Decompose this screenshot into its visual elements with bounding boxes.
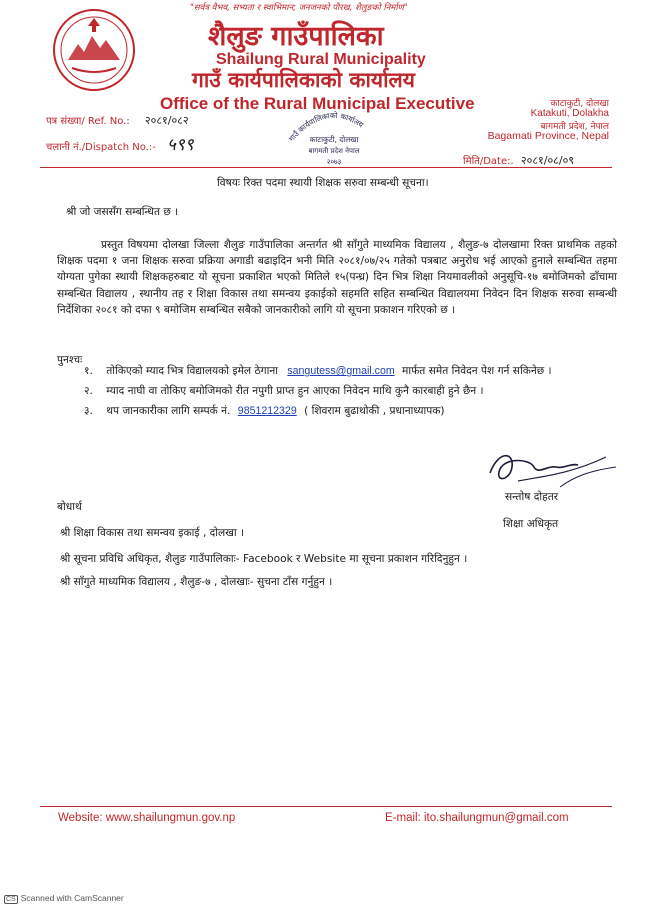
ref-label: पत्र संख्या/ Ref. No.:	[46, 116, 130, 127]
cc-line: श्री सूचना प्रविधि अधिकृत, शैलुङ गाउँपालिकाः- Facebook र Website मा सूचना प्रकाशन गरिदिनुहुन ।	[60, 553, 468, 565]
address-english-line1: Katakuti, Dolakha	[530, 108, 609, 119]
date-value: २०८१/०८/०९	[520, 154, 575, 167]
municipality-logo	[52, 8, 136, 92]
footer-website[interactable]: Website: www.shailungmun.gov.np	[58, 812, 236, 824]
list-item	[84, 384, 484, 398]
cc-heading: बोधार्थ	[57, 501, 82, 513]
camscanner-icon: CS	[6, 896, 16, 903]
list-item-text: मार्फत समेत निवेदन पेश गर्न सकिनेछ ।	[402, 365, 552, 377]
ref-value: २०८१/०८२	[144, 114, 189, 127]
office-name-english: Office of the Rural Municipal Executive	[160, 94, 475, 113]
list-item	[84, 364, 552, 378]
list-item-number: ३.	[84, 405, 93, 417]
list-item-text: ( शिवराम बुढाथोकी , प्रधानाध्यापक)	[304, 405, 445, 417]
list-item-number: १.	[84, 365, 93, 377]
cc-line: श्री शिक्षा विकास तथा समन्वय इकाई , दोलखा ।	[60, 527, 245, 539]
dispatch-value: ५९९	[167, 135, 194, 155]
list-item-number: २.	[84, 385, 93, 397]
postscript-label: पुनश्चः	[57, 354, 83, 366]
municipality-name-english: Shailung Rural Municipality	[216, 51, 426, 68]
letter-subject: विषयः रिक्त पदमा स्थायी शिक्षक सरुवा सम्बन्धी सूचना।	[217, 177, 429, 189]
address-nepali-line2: बागमती प्रदेश, नेपाल	[540, 122, 609, 132]
dispatch-row	[46, 132, 194, 155]
scanner-watermark	[4, 893, 124, 904]
letter-body: प्रस्तुत विषयमा दोलखा जिल्ला शैलुङ गाउँपालिका अन्तर्गत श्री साँगुते माध्यमिक विद्यालय , शैलुङ-७ दोलखामा रिक्त प्राथमिक तहको शिक्षक पदमा १ जना शिक्षक सरुवा प्रक्रिया अगाडी बढाइदिन भनी मिति २०८१/०७/२५ गतेको पत्रबाट अनुरोध भई आएको हुनाले सम्बन्धित तहमा योग्यता पुगेका स्थायी शिक्षकहरुबाट यो सूचना प्रकाशित भएको मितिले १५(पन्ध्र) दिन भित्र शिक्षा नियमावलीको अनुसूचि-१७ बमोजिमको ढाँचामा सम्बन्धित विद्यालय , स्थानीय तह र शिक्षा विकास तथा समन्वय इकाईको सहमति सहित सम्बन्धित विद्यालयमा निवेदन दिन शिक्षक सरुवा सम्बन्धी निर्देशिका २०८१ को दफा ९ बमोजिम सम्बन्धित सबैको जानकारीको लागि यो सूचना प्रकाशन गरिएको छ ।	[57, 239, 617, 316]
stamp-line2: बागमती प्रदेश नेपाल	[308, 147, 360, 155]
date-label: मिति/Date:.	[463, 156, 514, 167]
municipality-name-nepali: शैलुङ गाउँपालिका	[208, 21, 384, 52]
dispatch-label: चलानी नं./Dispatch No.:-	[46, 142, 156, 153]
letter-salutation: श्री जो जससँग सम्बन्धित छ ।	[66, 206, 179, 218]
header-divider	[40, 167, 612, 168]
signatory-name: सन्तोष दोहतर	[505, 491, 559, 503]
office-stamp	[286, 98, 382, 170]
address-english-line2: Bagamati Province, Nepal	[487, 130, 609, 142]
list-item	[84, 404, 445, 418]
address-nepali-line1: काटाकुटी, दोलखा	[550, 99, 609, 109]
stamp-arc-text: गाउँ कार्यपालिकाको कार्यालय	[286, 110, 366, 144]
office-name-nepali: गाउँ कार्यपालिकाको कार्यालय	[192, 68, 415, 92]
scanner-watermark-text: Scanned with CamScanner	[20, 893, 124, 903]
signatory-title: शिक्षा अधिकृत	[503, 518, 559, 530]
ref-row	[46, 113, 189, 128]
footer-email[interactable]: E-mail: ito.shailungmun@gmail.com	[385, 812, 569, 824]
stamp-line1: काटाकुटी, दोलखा	[309, 135, 359, 144]
list-item-text: म्याद नाघी वा तोकिए बमोजिमको रीत नपुगी प्राप्त हुन आएका निवेदन माथि कुनै कारबाही हुने छैन ।	[106, 385, 484, 397]
cc-line: श्री साँगुते माध्यमिक विद्यालय , शैलुङ-७ , दोलखाः- सुचना टाँस गर्नुहुन ।	[60, 576, 333, 588]
stamp-year: २०७३	[326, 158, 342, 166]
letterhead-motto: "सर्वत्र वैभव, सभ्यता र स्वाभिमान; जनजनको पौरख, शैलुङको निर्माण"	[190, 3, 408, 13]
list-item-text: तोकिएको म्याद भित्र विद्यालयको इमेल ठेगाना	[106, 365, 278, 377]
list-item-text: थप जानकारीका लागि सम्पर्क नं.	[106, 405, 231, 417]
date-row	[463, 153, 574, 168]
footer-divider	[40, 806, 612, 807]
contact-phone[interactable]: 9851212329	[237, 405, 297, 417]
school-email-link[interactable]: sangutess@gmail.com	[287, 365, 395, 377]
